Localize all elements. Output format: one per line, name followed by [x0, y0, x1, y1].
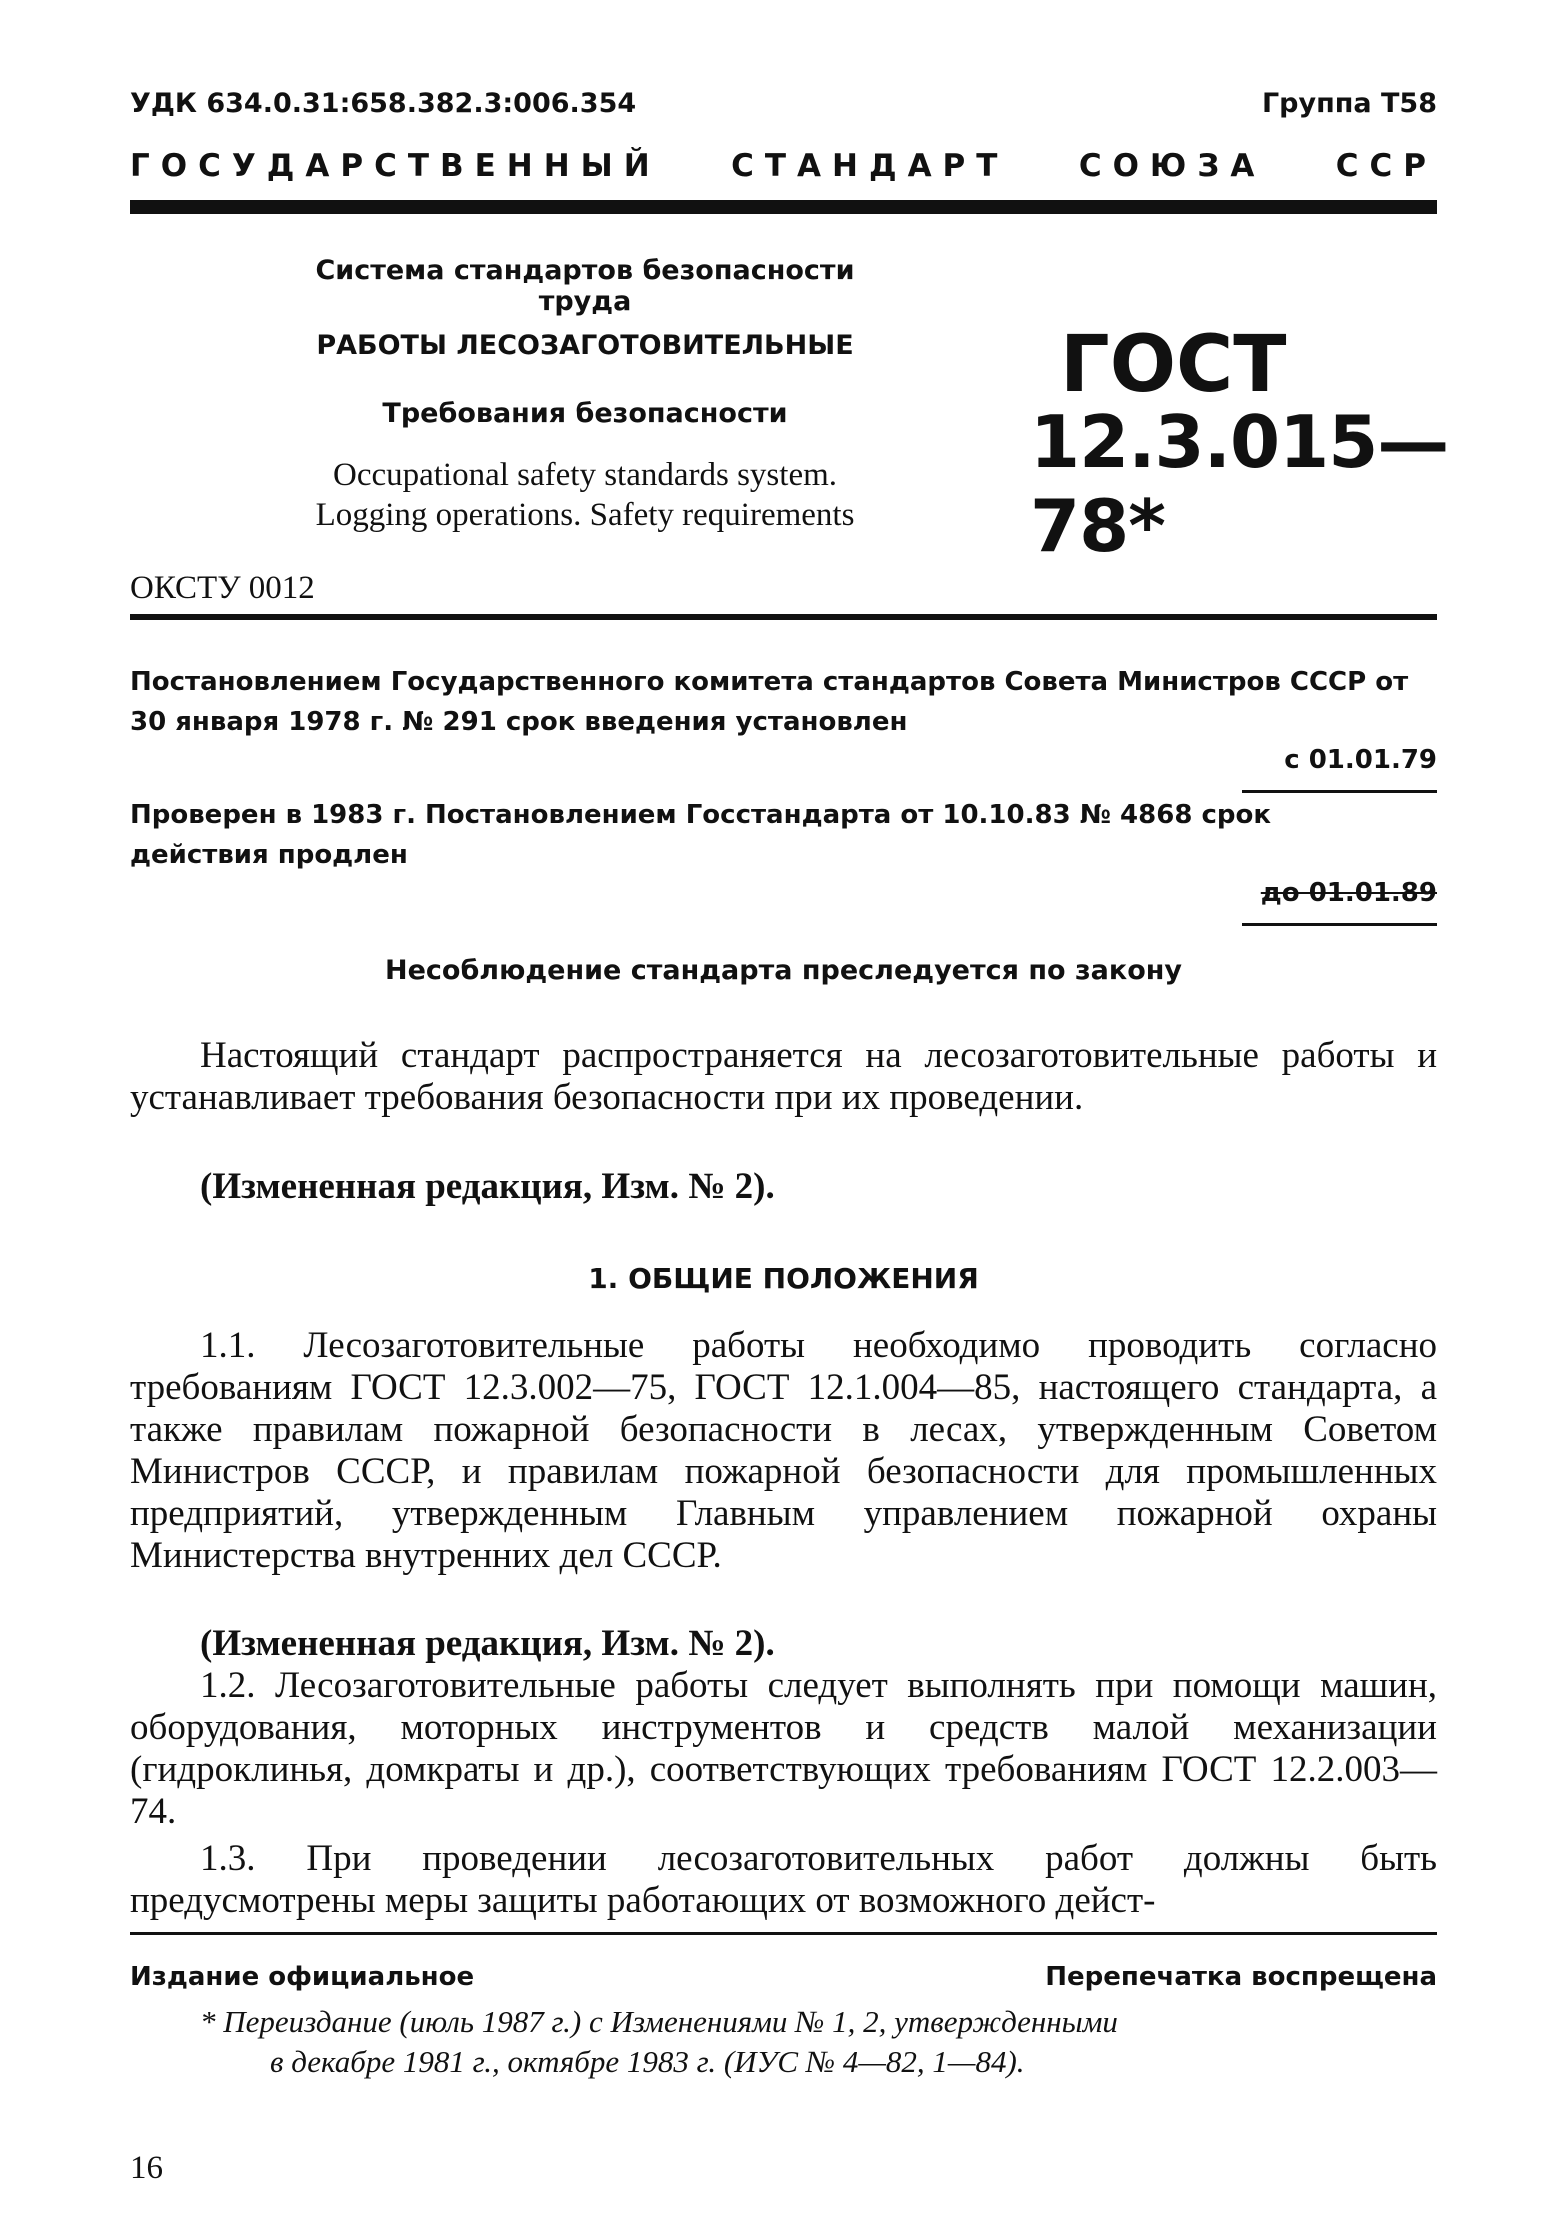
group-code: Группа Т58 [1261, 88, 1437, 119]
header-divider [130, 200, 1437, 214]
footnote [200, 2002, 1400, 2082]
document-subtitle: Требования безопасности [382, 398, 788, 429]
edition-note: Издание официальное [130, 1962, 475, 1992]
paragraph-1-2: 1.2. Лесозаготовительные работы следует выполнять при помощи машин, оборудования, моторных инструментов и средств малой механизации (гидроклинья, домкраты и др.), соответствующих требованиям ГОСТ 12.2.003—74. [130, 1665, 1437, 1832]
english-title-line: Logging operations. Safety requirements [315, 497, 855, 533]
intro-paragraph: Настоящий стандарт распространяется на лесозаготовительные работы и устанавливает требования безопасности при их проведении. [130, 1035, 1437, 1118]
amendment-note: (Измененная редакция, Изм. № 2). [200, 1623, 775, 1664]
paragraph-1-1: 1.1. Лесозаготовительные работы необходимо проводить согласно требованиям ГОСТ 12.3.002—75, ГОСТ 12.1.004—85, настоящего стандарта, а также правилам пожарной безопасности в лесах, утвержденным Советом Министров СССР, и правилам пожарной безопасности для промышленных предприятий, утвержденным Главным управлением пожарной охраны Министерства внутренних дел СССР. [130, 1325, 1437, 1576]
english-title-line: Occupational safety standards system. [332, 457, 838, 493]
date-underline [1242, 790, 1437, 793]
banner-word: СТАНДАРТ [731, 148, 1009, 184]
english-title [235, 455, 935, 535]
footer-divider [130, 1932, 1437, 1935]
amendment-note: (Измененная редакция, Изм. № 2). [200, 1166, 775, 1207]
gost-label: ГОСТ [1060, 320, 1287, 410]
banner-word: ССР [1335, 148, 1437, 184]
standards-system-title: Система стандартов безопасности труда [315, 255, 855, 317]
introduction-date: с 01.01.79 [1284, 745, 1437, 775]
udk-code: УДК 634.0.31:658.382.3:006.354 [130, 88, 637, 119]
gost-number: 12.3.015—78* [1030, 400, 1449, 568]
reprint-notice: Перепечатка воспрещена [1045, 1962, 1437, 1992]
title-divider [130, 614, 1437, 620]
date-underline [1242, 923, 1437, 926]
decree-text: Постановлением Государственного комитета стандартов Совета Министров СССР от 30 января 1978 г. № 291 срок введения установлен [130, 667, 1409, 737]
banner-word: ГОСУДАРСТВЕННЫЙ [130, 148, 661, 184]
noncompliance-notice: Несоблюдение стандарта преследуется по закону [384, 955, 1183, 986]
page-number: 16 [130, 2150, 163, 2186]
validity-date: до 01.01.89 [1260, 878, 1437, 908]
banner-word: СОЮЗА [1078, 148, 1266, 184]
revision-text: Проверен в 1983 г. Постановлением Госстандарта от 10.10.83 № 4868 срок действия продлен [130, 800, 1272, 870]
section-heading: 1. ОБЩИЕ ПОЛОЖЕНИЯ [588, 1262, 979, 1295]
okstu-code: ОКСТУ 0012 [130, 570, 315, 606]
footnote-line: * Переиздание (июль 1987 г.) с Изменениями № 1, 2, утвержденными [200, 2004, 1118, 2039]
state-standard-banner [130, 148, 1437, 184]
footnote-line: в декабре 1981 г., октябре 1983 г. (ИУС № 4—82, 1—84). [270, 2044, 1025, 2079]
document-title: РАБОТЫ ЛЕСОЗАГОТОВИТЕЛЬНЫЕ [316, 330, 854, 361]
paragraph-1-3: 1.3. При проведении лесозаготовительных работ должны быть предусмотрены меры защиты работающих от возможного дейст- [130, 1838, 1437, 1921]
